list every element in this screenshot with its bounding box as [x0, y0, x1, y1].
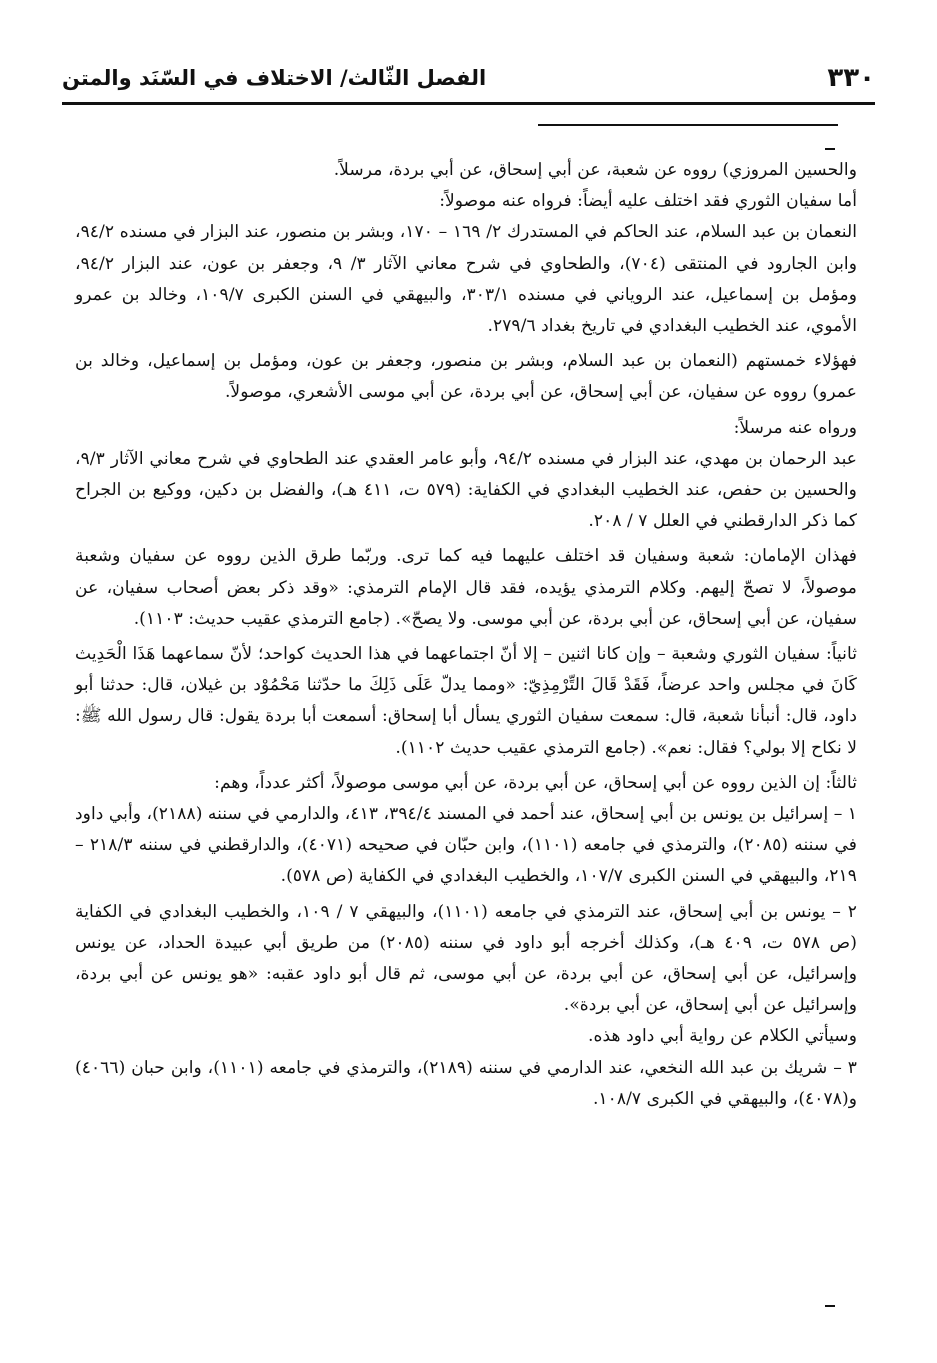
paragraph: النعمان بن عبد السلام، عند الحاكم في المستدرك ٢/ ١٦٩ – ١٧٠، وبشر بن منصور، عند البزار في مسنده ٩٤/٢، وابن الجارود في المنتقى (٧٠٤)، والطحاوي في شرح معاني الآثار ٣/ ٩، وجعفر بن عون، عند البزار ٩٤/٢، ومؤمل بن إسماعيل، عند الروياني في مسنده ٣٠٣/١، والبيهقي في السنن الكبرى ١٠٩/٧، وخالد بن عمرو الأموي، عند الخطيب البغدادي في تاريخ بغداد ٢٧٩/٦. — [75, 222, 858, 337]
paragraph: ورواه عنه مرسلاً: — [733, 417, 857, 438]
page-header — [62, 58, 875, 98]
header-divider — [62, 102, 875, 105]
paragraph: أما سفيان الثوري فقد اختلف عليه أيضاً: فرواه عنه موصولاً: — [439, 191, 857, 212]
paragraph: وسيأتي الكلام عن رواية أبي داود هذه. — [588, 1026, 857, 1047]
paragraph: فهذان الإمامان: شعبة وسفيان قد اختلف عليهما فيه كما ترى. وربّما طرق الذين رووه عن سفيان وشعبة موصولاً، لا تصحّ إليهم. وكلام الترمذي يؤيده، فقد قال الإمام الترمذي: «وقد ذكر بعض أصحاب سفيان، عن سفيان، عن أبي إسحاق، عن أبي بردة، عن أبي موسى. ولا يصحّ». (جامع الترمذي عقيب حديث: ١١٠٣). — [75, 546, 857, 629]
paragraph: فهؤلاء خمستهم (النعمان بن عبد السلام، وبشر بن منصور، وجعفر بن عون، ومؤمل بن إسماعيل، وخالد بن عمرو) رووه عن سفيان، عن أبي إسحاق، عن أبي بردة، عن أبي موسى الأشعري، موصولاً. — [75, 351, 857, 403]
paragraph: ثانياً: سفيان الثوري وشعبة – وإن كانا اثنين – إلا أنّ اجتماعهما في هذا الحديث كواحد؛ لأنّ سماعهما هَذَا الْحَدِيث كَانَ في مجلس واحد عرضاً، فَقَدْ قَالَ التِّرْمِذِيّ: «ومما يدلّ عَلَى ذَلِكَ ما حدّثنا مَحْمُوْد بن غيلان، قال: حدثنا أبو داود، قال: أنبأنا شعبة، قال: سمعت سفيان الثوري يسأل أبا إسحاق: أسمعت أبا بردة يقول: قال رسول الله ﷺ: لا نكاح إلا بولي؟ فقال: نعم». (جامع الترمذي عقيب حديث ١١٠٢). — [75, 644, 857, 758]
page-body — [75, 155, 857, 1115]
paragraph: ٣ – شريك بن عبد الله النخعي، عند الدارمي في سننه (٢١٨٩)، والترمذي في جامعه (١١٠١)، وابن حبان (٤٠٦٦) و(٤٠٧٨)، والبيهقي في الكبرى ١٠٨/٧. — [75, 1057, 857, 1109]
paragraph: والحسين المروزي) رووه عن شعبة، عن أبي إسحاق، عن أبي بردة، مرسلاً. — [333, 160, 857, 180]
paragraph: ١ – إسرائيل بن يونس بن أبي إسحاق، عند أحمد في المسند ٣٩٤/٤، ٤١٣، والدارمي في سننه (٢١٨٨)، وأبي داود في سننه (٢٠٨٥)، والترمذي في جامعه (١١٠١)، وابن حبّان في صحيحه (٤٠٧١)، والدارقطني في سننه ٢١٨/٣ – ٢١٩، والبيهقي في السنن الكبرى ١٠٧/٧، والخطيب البغدادي في الكفاية (ص ٥٧٨). — [75, 804, 858, 887]
page-number: ٣٣٠ — [827, 63, 875, 93]
section-divider — [538, 124, 838, 126]
paragraph: عبد الرحمان بن مهدي، عند البزار في مسنده ٩٤/٢، وأبو عامر العقدي عند الطحاوي في شرح معاني الآثار ٩/٣، والحسين بن حفص، عند الخطيب البغدادي في الكفاية: (٥٧٩ ت، ٤١١ هـ)، والفضل بن دكين، ووكيع بن الجراح كما ذكر الدارقطني في العلل ٧ / ٢٠٨. — [75, 448, 858, 532]
running-title: الفصل الثّالث/ الاختلاف في السّنَد والمتن — [62, 66, 487, 90]
paragraph: ٢ – يونس بن أبي إسحاق، عند الترمذي في جامعه (١١٠١)، والبيهقي ٧ / ١٠٩، والخطيب البغدادي في الكفاية (ص ٥٧٨ ت، ٤٠٩ هـ)، وكذلك أخرجه أبو داود في سننه (٢٠٨٥) من طريق أبي عبيدة الحداد، عن يونس وإسرائيل، عن أبي إسحاق، عن أبي بردة، عن أبي موسى، ثم قال أبو داود عقبه: «هو يونس عن أبي بردة، وإسرائيل عن أبي إسحاق، عن أبي بردة». — [75, 901, 858, 1016]
margin-mark-bottom — [825, 1305, 835, 1307]
paragraph: ثالثاً: إن الذين رووه عن أبي إسحاق، عن أبي بردة، عن أبي موسى موصولاً، أكثر عدداً، وهم: — [214, 772, 857, 793]
margin-mark-top — [825, 148, 835, 150]
